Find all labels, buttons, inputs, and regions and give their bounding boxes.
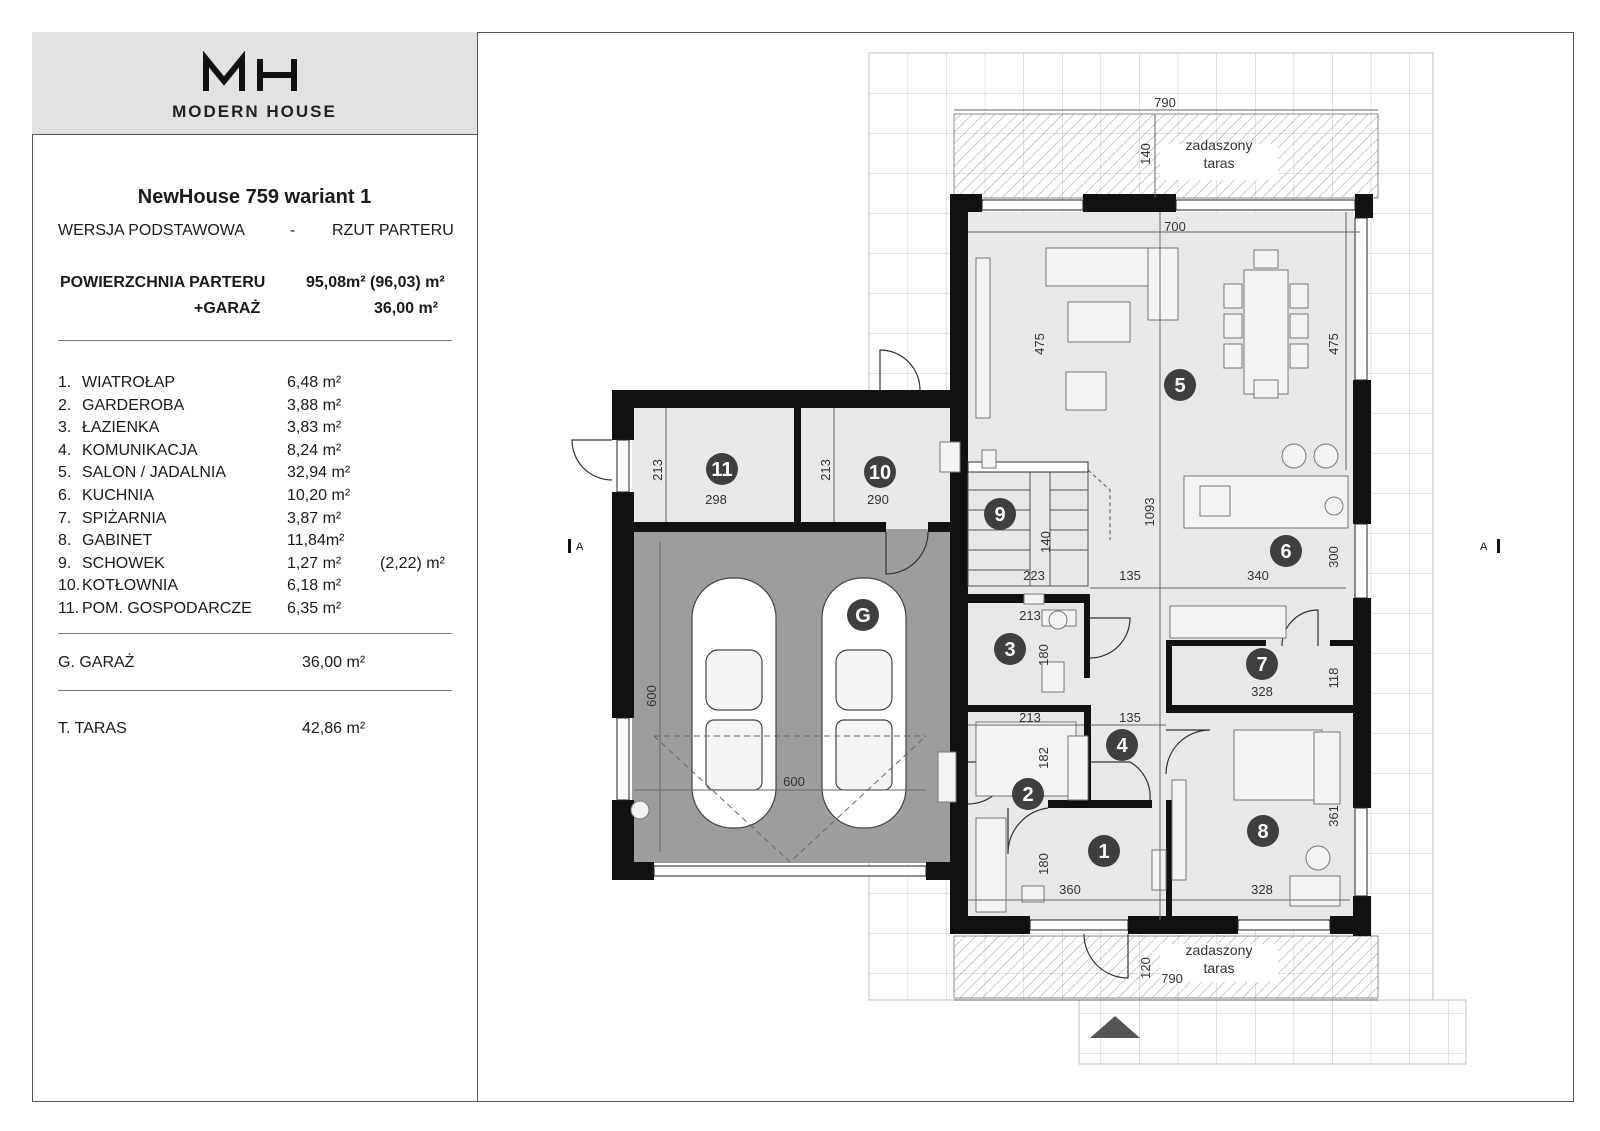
room-name: SPIŻARNIA	[82, 509, 167, 527]
room-marker-number: 1	[1098, 841, 1110, 863]
room-area: 32,94 m²	[287, 464, 351, 482]
title-block	[32, 32, 478, 1102]
dimension-label: 118	[1326, 667, 1341, 689]
dimension-label: 223	[1023, 568, 1045, 583]
room-marker-number: 2	[1022, 784, 1034, 806]
dimension-label: 213	[650, 459, 665, 481]
room-marker-number: 4	[1116, 735, 1128, 757]
room-number: 9.	[58, 554, 72, 572]
room-name: SCHOWEK	[82, 554, 165, 572]
room-name: GARDEROBA	[82, 396, 185, 414]
dimension-label: 213	[1019, 608, 1041, 623]
section-label: A	[576, 541, 584, 553]
room-number: 2.	[58, 396, 72, 414]
ground-area-value: 95,08m² (96,03) m²	[306, 274, 445, 291]
room-number: 8.	[58, 532, 72, 550]
room-marker-number: 10	[868, 462, 892, 484]
dimension-label: 328	[1251, 684, 1273, 699]
dimension-label: 140	[1138, 143, 1153, 165]
room-name: POM. GOSPODARCZE	[82, 600, 252, 617]
room-marker-number: 8	[1257, 821, 1269, 843]
room-area: 3,83 m²	[287, 419, 342, 437]
room-area: 10,20 m²	[287, 487, 351, 504]
room-number: 10.	[58, 577, 81, 595]
floor-plan	[478, 32, 1572, 1100]
room-number: 11.	[58, 600, 80, 617]
room-marker-number: 9	[994, 504, 1006, 526]
divider	[58, 633, 452, 634]
room-area-extra: (2,22) m²	[380, 554, 445, 572]
terrace-label: taras	[1203, 960, 1235, 976]
dimension-label: 180	[1036, 644, 1051, 666]
title-separator: -	[290, 222, 296, 239]
room-name: KOMUNIKACJA	[82, 441, 198, 459]
room-name: SALON / JADALNIA	[82, 464, 227, 482]
dimension-label: 298	[705, 492, 727, 507]
garage-floor	[632, 529, 956, 863]
room-number: 3.	[58, 419, 72, 437]
room-area: 6,18 m²	[287, 577, 342, 595]
dimension-label: 328	[1251, 882, 1273, 897]
room-area: 3,88 m²	[287, 396, 342, 414]
room-area: 6,35 m²	[287, 600, 342, 617]
room-number: 4.	[58, 441, 72, 459]
dimension-label: 700	[1164, 219, 1186, 234]
terrace-label: zadaszony	[1185, 137, 1253, 153]
ground-area-label: POWIERZCHNIA PARTERU	[60, 274, 266, 291]
room-marker-number: 3	[1004, 639, 1016, 661]
room-area: 6,48 m²	[287, 374, 342, 391]
room-area: 11,84m²	[287, 532, 345, 550]
dimension-label: 140	[1038, 531, 1053, 553]
room-number: 7.	[58, 509, 72, 527]
dimension-label: 600	[644, 685, 659, 707]
room-area: 3,87 m²	[287, 509, 342, 527]
dimension-label: 135	[1119, 568, 1141, 583]
room-name: GABINET	[82, 532, 153, 550]
dimension-label: 790	[1154, 95, 1176, 110]
dimension-label: 213	[1019, 710, 1041, 725]
terrace-label: zadaszony	[1185, 942, 1253, 958]
garage-row-label: G. GARAŻ	[58, 654, 135, 671]
terrace-label: taras	[1203, 155, 1235, 171]
room-name: WIATROŁAP	[82, 374, 176, 391]
dimension-label: 120	[1138, 957, 1153, 979]
version-label: WERSJA PODSTAWOWA	[58, 222, 245, 239]
dimension-label: 1093	[1142, 497, 1157, 527]
dimension-label: 180	[1036, 853, 1051, 875]
garage-area-value: 36,00 m²	[374, 300, 439, 317]
dimension-label: 213	[818, 459, 833, 481]
section-marker	[568, 539, 584, 553]
room-name: KOTŁOWNIA	[82, 577, 179, 595]
section-marker	[1480, 539, 1500, 553]
terrace-row-label: T. TARAS	[58, 720, 127, 737]
room-area: 1,27 m²	[287, 554, 342, 572]
room-marker-number: 6	[1280, 541, 1292, 563]
room-marker-number: 5	[1174, 375, 1186, 397]
dimension-label: 182	[1036, 747, 1051, 769]
dimension-label: 600	[783, 774, 805, 789]
room-area: 8,24 m²	[287, 441, 342, 459]
dimension-label: 290	[867, 492, 889, 507]
project-title: NewHouse 759 wariant 1	[137, 186, 372, 208]
dimension-label: 135	[1119, 710, 1141, 725]
brand-logo-icon	[202, 51, 308, 97]
terrace-row-area: 42,86 m²	[302, 720, 366, 737]
brand-name: MODERN HOUSE	[172, 102, 337, 121]
terrace-tiles-front	[1079, 1000, 1466, 1064]
room-name: KUCHNIA	[82, 487, 155, 504]
garage-row-area: 36,00 m²	[302, 654, 366, 671]
room-marker-number: G	[855, 605, 871, 627]
dimension-label: 360	[1059, 882, 1081, 897]
divider	[58, 690, 452, 691]
logo-band	[32, 32, 477, 135]
room-marker-number: 7	[1256, 654, 1268, 676]
dimension-label: 475	[1032, 333, 1047, 355]
view-label: RZUT PARTERU	[332, 222, 454, 239]
dimension-label: 361	[1326, 805, 1341, 827]
dimension-label: 340	[1247, 568, 1269, 583]
room-number: 1.	[58, 374, 72, 391]
dimension-label: 300	[1326, 546, 1341, 568]
dimension-label: 475	[1326, 333, 1341, 355]
section-label: A	[1480, 541, 1488, 553]
room-name: ŁAZIENKA	[82, 419, 160, 437]
garage-area-label: +GARAŻ	[194, 300, 261, 317]
room-number: 6.	[58, 487, 72, 504]
dimension-label: 790	[1161, 971, 1183, 986]
room-marker-number: 11	[711, 459, 733, 481]
divider	[58, 340, 452, 341]
room-number: 5.	[58, 464, 72, 482]
